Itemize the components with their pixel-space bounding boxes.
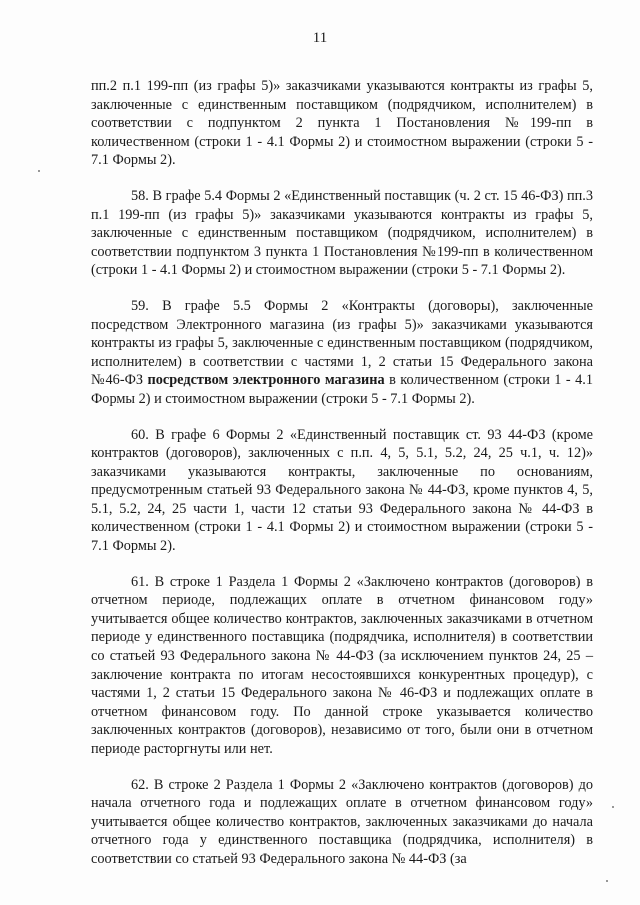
paragraph-59-text-end: в количественном (строки 1 - 4.1 Формы 2) и стоимостном выражении (строки 5 - 7.1 Формы 2). [91, 372, 594, 407]
paragraph-59-text-start: 59. В графе 5.5 Формы 2 «Контракты (договоры), заключенные посредством Электронного магазина (из графы 5)» заказчиками указываются контракты из графы 5, заключенные с единственным поставщиком (подрядчиком, исполнителем) в соответствии с частями 1, 2 статьи 15 Федерального закона №46-ФЗ [91, 297, 593, 389]
document-body [91, 77, 593, 869]
scan-speck [606, 880, 608, 882]
paragraph-58: 58. В графе 5.4 Формы 2 «Единственный поставщик (ч. 2 ст. 15 46-ФЗ) пп.3 п.1 199-пп (из графы 5)» заказчиками указываются контракты из графы 5, заключенные с единственным поставщиком (подрядчиком, исполнителем) в соответствии подпунктом 3 пункта 1 Постановления №199-пп в количественном (строки 1 - 4.1 Формы 2) и стоимостном выражении (строки 5 - 7.1 Формы 2). [91, 187, 593, 279]
paragraph-59 [91, 297, 593, 409]
paragraph-59-bold-phrase: посредством электронного магазина [147, 372, 385, 389]
paragraph-60: 60. В графе 6 Формы 2 «Единственный поставщик ст. 93 44-ФЗ (кроме контрактов (договоров), заключенных с п.п. 4, 5, 5.1, 5.2, 24, 25 ч.1, ч. 12)» заказчиками указываются контракты, заключенные по основаниям, предусмотренным статьей 93 Федерального закона № 44-ФЗ, кроме пунктов 4, 5, 5.1, 5.2, 24, 25 части 1, части 12 статьи 93 Федерального закона № 44-ФЗ в количественном (строки 1 - 4.1 Формы 2) и стоимостном выражении (строки 5 - 7.1 Формы 2). [91, 426, 593, 555]
paragraph-62: 62. В строке 2 Раздела 1 Формы 2 «Заключено контрактов (договоров) до начала отчетного года и подлежащих оплате в отчетном финансовом году» учитывается общее количество контрактов, заключенных заказчиками до начала отчетного года у единственного поставщика (подрядчика, исполнителя) в соответствии со статьей 93 Федерального закона № 44-ФЗ (за [91, 776, 593, 867]
scan-speck [612, 806, 614, 808]
paragraph-57-continuation: пп.2 п.1 199-пп (из графы 5)» заказчиками указываются контракты из графы 5, заключенные с единственным поставщиком (подрядчиком, исполнителем) в соответствии с подпунктом 2 пункта 1 Постановления №199-пп в количественном (строки 1 - 4.1 Формы 2) и стоимостном выражении (строки 5 - 7.1 Формы 2). [91, 78, 593, 169]
paragraph-61: 61. В строке 1 Раздела 1 Формы 2 «Заключено контрактов (договоров) в отчетном периоде, подлежащих оплате в отчетном финансовом году» учитывается общее количество контрактов, заключенных заказчиками в отчетном периоде у единственного поставщика (подрядчика, исполнителя) в соответствии со статьей 93 Федерального закона № 44-ФЗ (за исключением пунктов 24, 25 – заключение контракта по итогам несостоявшихся конкурентных процедур), с частями 1, 2 статьи 15 Федерального закона № 46-ФЗ и подлежащих оплате в отчетном финансовом году. По данной строке указывается количество заключенных контрактов (договоров), независимо от того, были они в отчетном периоде расторгнуты или нет. [91, 573, 593, 757]
scan-speck [38, 170, 40, 172]
page-number: 11 [312, 30, 328, 46]
